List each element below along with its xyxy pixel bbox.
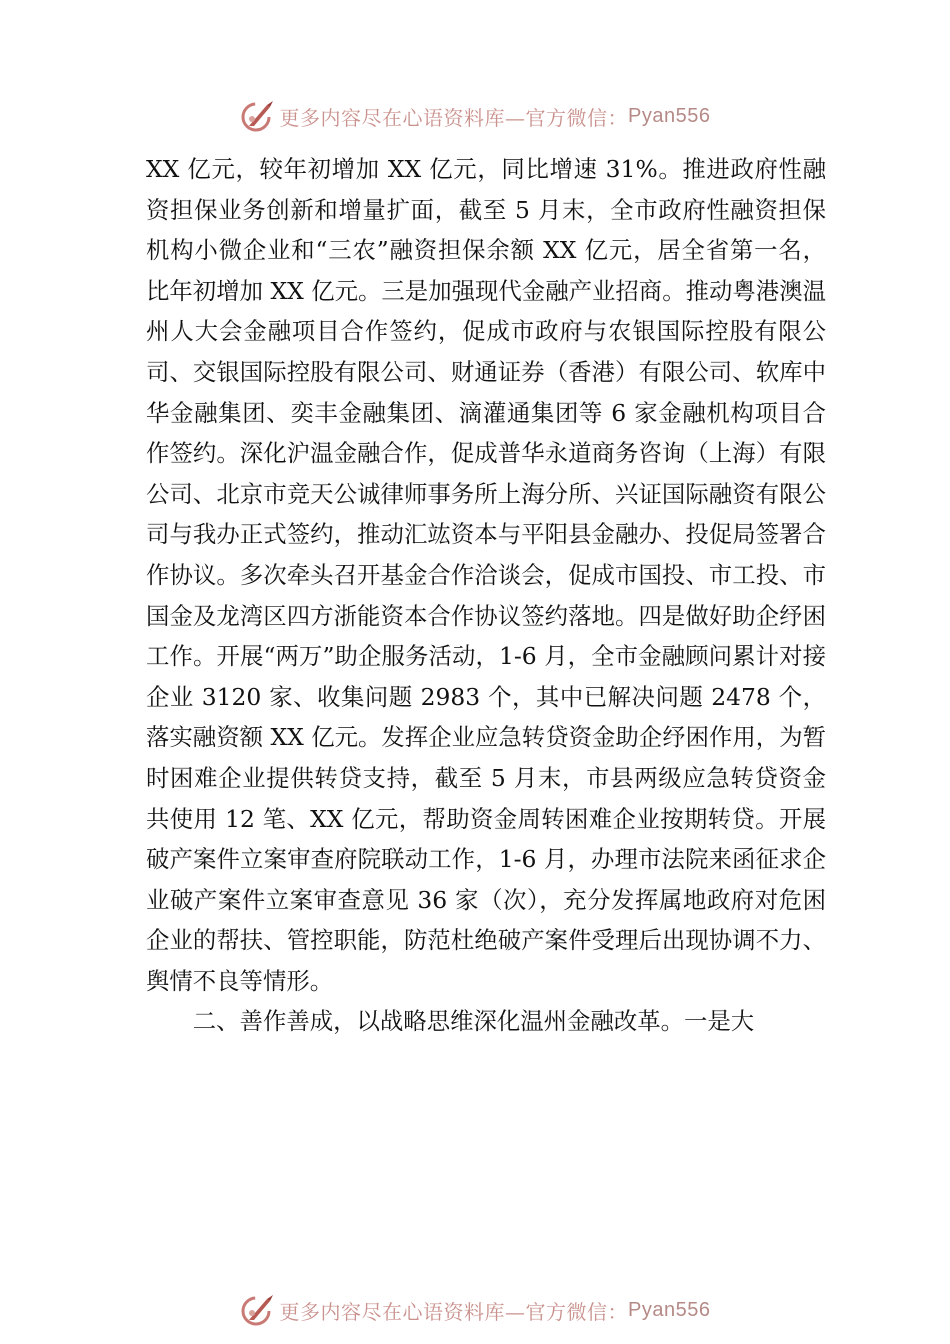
header-watermark [0,96,950,136]
paragraph-2: 二、善作善成，以战略思维深化温州金融改革。一是大 [192,1007,755,1036]
footer-watermark [0,1290,950,1330]
quill-logo-icon [240,1293,276,1327]
watermark-account: Pyan556 [628,1298,711,1321]
watermark-account: Pyan556 [628,104,711,127]
watermark-text: 更多内容尽在心语资料库—官方微信： [279,1299,629,1324]
watermark-text: 更多内容尽在心语资料库—官方微信： [279,105,629,130]
quill-logo-icon [240,99,276,133]
body-text [146,149,826,1042]
paragraph-1: XX 亿元，较年初增加 XX 亿元，同比增速 31%。推进政府性融资担保业务创新和增量扩面，截至 5 月末，全市政府性融资担保机构小微企业和“三农”融资担保余额 XX 亿元，居全省第一名，比年初增加 XX 亿元。三是加强现代金融产业招商。推动粤港澳温州人大会金融项目合作签约，促成市政府与农银国际控股有限公司、交银国际控股有限公司、财通证券（香港）有限公司、软库中华金融集团、奕丰金融集团、滴灌通集团等 6 家金融机构项目合作签约。深化沪温金融合作，促成普华永道商务咨询（上海）有限公司、北京市竞天公诚律师事务所上海分所、兴证国际融资有限公司与我办正式签约，推动汇竑资本与平阳县金融办、投促局签署合作协议。多次牵头召开基金合作洽谈会，促成市国投、市工投、市国金及龙湾区四方浙能资本合作协议签约落地。四是做好助企纾困工作。开展“两万”助企服务活动，1-6 月，全市金融顾问累计对接企业 3120 家、收集问题 2983 个，其中已解决问题 2478 个，落实融资额 XX 亿元。发挥企业应急转贷资金助企纾困作用，为暂时困难企业提供转贷支持，截至 5 月末，市县两级应急转贷资金共使用 12 笔、XX 亿元，帮助资金周转困难企业按期转贷。开展破产案件立案审查府院联动工作，1-6 月，办理市法院来函征求企业破产案件立案审查意见 36 家（次），充分发挥属地政府对危困企业的帮扶、管控职能，防范杜绝破产案件受理后出现协调不力、舆情不良等情形。 [146,155,826,995]
